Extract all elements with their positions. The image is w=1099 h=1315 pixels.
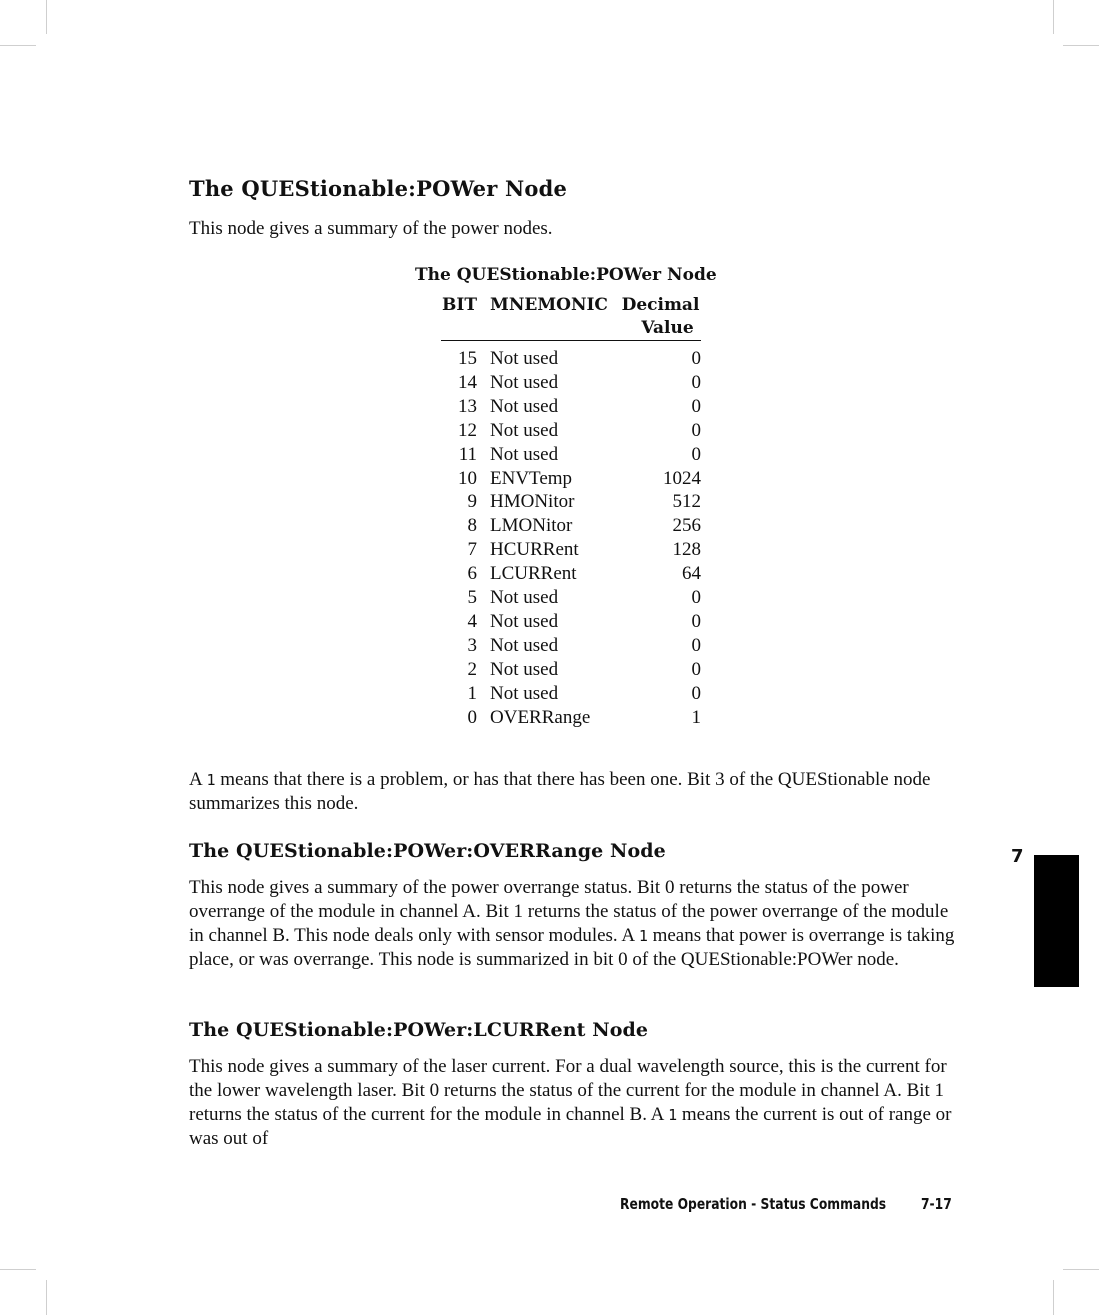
cell-mnemonic: HCURRent [490,539,579,561]
column-header-value-line1: Decimal [621,295,700,315]
crop-mark [46,1280,47,1315]
cell-decimal-value: 512 [672,491,701,513]
cell-mnemonic: LCURRent [490,563,577,585]
cell-mnemonic: Not used [490,634,559,656]
cell-mnemonic: Not used [490,587,559,609]
cell-decimal-value: 0 [691,587,701,609]
section-heading-power-node: The QUEStionable:POWer Node [189,176,568,201]
cell-decimal-value: 1 [691,706,701,728]
cell-bit: 13 [458,395,477,417]
column-header-decimal-value [620,294,701,341]
column-header-mnemonic: MNEMONIC [490,294,620,341]
cell-mnemonic: Not used [490,610,559,632]
cell-mnemonic: ENVTemp [490,467,573,489]
crop-mark [0,45,36,46]
para-text: means that there is a problem, or has that there has been one. Bit 3 of the QUEStionable node summarizes this node. [189,769,931,814]
cell-mnemonic: OVERRange [490,706,591,728]
para-text: This node gives a summary of the power overrange status. Bit 0 returns the status of the power overrange of the module in channel A. Bit 1 returns the status of the power overrange of the module in channel B. This node deals only with sensor modules. A [189,877,949,946]
para-text: A [189,769,207,790]
cell-bit: 4 [467,610,477,632]
register-bit-table [441,294,701,730]
para-text: means the current is out of range or was out of [189,1104,952,1149]
bit-meaning-paragraph [189,768,959,816]
cell-bit: 0 [467,706,477,728]
cell-bit: 1 [467,682,477,704]
cell-mnemonic: Not used [490,395,559,417]
cell-decimal-value: 0 [691,443,701,465]
overrange-paragraph [189,876,959,972]
cell-decimal-value: 0 [691,682,701,704]
section-heading-overrange-node: The QUEStionable:POWer:OVERRange Node [189,840,666,862]
cell-bit: 10 [458,467,477,489]
cell-decimal-value: 0 [691,371,701,393]
code-value: 1 [638,927,648,945]
cell-decimal-value: 0 [691,634,701,656]
table-title: The QUEStionable:POWer Node [415,265,717,285]
cell-decimal-value: 0 [691,610,701,632]
lcurrent-paragraph [189,1055,959,1151]
cell-mnemonic: Not used [490,419,559,441]
footer-title: Remote Operation - Status Commands [620,1195,887,1213]
code-value: 1 [668,1106,678,1124]
table-row [441,371,701,395]
para-text: This node gives a summary of the laser current. For a dual wavelength source, this is the current for the lower wavelength laser. Bit 0 returns the status of the current for the module in channel A. Bit 1 returns the status of the current for the module in channel B. A [189,1056,947,1125]
cell-decimal-value: 64 [682,563,701,585]
table-row [441,395,701,419]
crop-mark [0,1269,36,1270]
crop-mark [1063,1269,1099,1270]
table-row [441,706,701,730]
chapter-thumb-tab [1034,855,1079,987]
cell-bit: 12 [458,419,477,441]
chapter-number: 7 [1011,846,1024,867]
crop-mark [1063,45,1099,46]
cell-bit: 3 [467,634,477,656]
code-value: 1 [206,771,216,789]
cell-bit: 7 [467,539,477,561]
table-row [441,419,701,443]
table-row [441,514,701,538]
cell-decimal-value: 1024 [663,467,701,489]
table-row [441,634,701,658]
table-row [441,538,701,562]
cell-decimal-value: 256 [672,515,701,537]
cell-decimal-value: 0 [691,419,701,441]
column-header-bit: BIT [441,294,490,341]
cell-bit: 14 [458,371,477,393]
table-row [441,658,701,682]
crop-mark [46,0,47,34]
cell-mnemonic: LMONitor [490,515,573,537]
table-header-row [441,294,701,341]
table-row [441,586,701,610]
cell-bit: 6 [467,563,477,585]
footer-page-number: 7-17 [921,1195,952,1213]
cell-mnemonic: Not used [490,443,559,465]
cell-decimal-value: 0 [691,348,701,369]
cell-bit: 9 [467,491,477,513]
column-header-value-line2: Value [641,318,694,338]
cell-bit: 2 [467,658,477,680]
cell-mnemonic: Not used [490,371,559,393]
table-row [441,682,701,706]
table-row [441,490,701,514]
table-row [441,562,701,586]
cell-decimal-value: 0 [691,658,701,680]
cell-mnemonic: Not used [490,348,559,369]
cell-bit: 8 [467,515,477,537]
table-row [441,347,701,371]
cell-mnemonic: Not used [490,658,559,680]
crop-mark [1053,1280,1054,1315]
section-heading-lcurrent-node: The QUEStionable:POWer:LCURRent Node [189,1019,649,1041]
table-row [441,443,701,467]
cell-mnemonic: HMONitor [490,491,575,513]
section-intro-paragraph: This node gives a summary of the power nodes. [189,218,553,239]
cell-bit: 11 [458,443,477,465]
cell-bit: 15 [458,348,477,369]
cell-bit: 5 [467,587,477,609]
cell-decimal-value: 128 [672,539,701,561]
crop-mark [1053,0,1054,34]
table-row [441,610,701,634]
table-row [441,467,701,491]
cell-mnemonic: Not used [490,682,559,704]
cell-decimal-value: 0 [691,395,701,417]
para-text: means that power is overrange is taking place, or was overrange. This node is summarized in bit 0 of the QUEStionable:POWer node. [189,925,955,970]
